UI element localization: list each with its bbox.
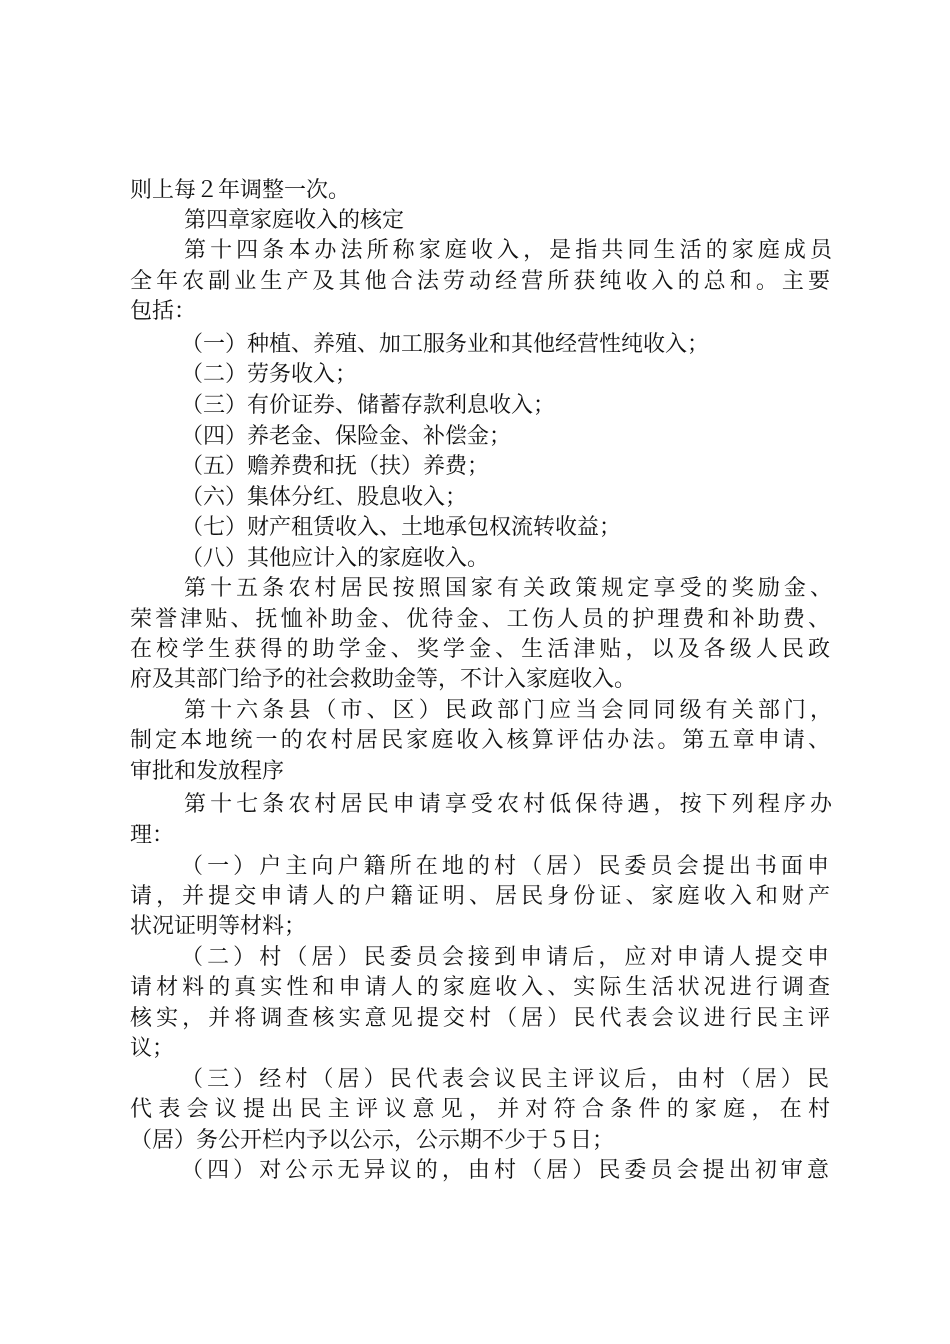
list-item: （六）集体分红、股息收入； xyxy=(181,485,468,510)
text-line: 第十七条农村居民申请享受农村低保待遇，按下列程序办 xyxy=(184,792,832,817)
text-line: 府及其部门给予的社会救助金等，不计入家庭收入。 xyxy=(130,667,637,692)
text-line: 代表会议提出民主评议意见，并对符合条件的家庭，在村 xyxy=(130,1097,830,1122)
text-line: 在校学生获得的助学金、奖学金、生活津贴，以及各级人民政 xyxy=(130,637,830,662)
text-line: 则上每２年调整一次。 xyxy=(130,178,351,203)
text-line: 包括： xyxy=(130,299,197,324)
text-line: 审批和发放程序 xyxy=(130,759,285,784)
text-line: 核实，并将调查核实意见提交村（居）民代表会议进行民主评 xyxy=(130,1006,830,1031)
text-line: （三）经村（居）民代表会议民主评议后，由村（居）民 xyxy=(181,1067,829,1092)
text-line: 第十四条本办法所称家庭收入，是指共同生活的家庭成员 xyxy=(184,238,832,263)
text-line: 请，并提交申请人的户籍证明、居民身份证、家庭收入和财产 xyxy=(130,884,830,909)
text-line: 第十六条县（市、区）民政部门应当会同同级有关部门， xyxy=(184,698,832,723)
text-line: 荣誉津贴、抚恤补助金、优待金、工伤人员的护理费和补助费、 xyxy=(130,607,830,632)
text-line: （四）对公示无异议的，由村（居）民委员会提出初审意 xyxy=(181,1158,829,1183)
list-item: （四）养老金、保险金、补偿金； xyxy=(181,424,512,449)
list-item: （五）赡养费和抚（扶）养费； xyxy=(181,454,490,479)
list-item: （七）财产租赁收入、土地承包权流转收益； xyxy=(181,515,622,540)
chapter-heading: 第四章家庭收入的核定 xyxy=(184,208,405,233)
list-item: （三）有价证券、储蓄存款利息收入； xyxy=(181,393,556,418)
text-line: 议； xyxy=(130,1036,175,1061)
list-item: （一）种植、养殖、加工服务业和其他经营性纯收入； xyxy=(181,332,710,357)
text-line: （一）户主向户籍所在地的村（居）民委员会提出书面申 xyxy=(181,854,829,879)
text-line: 制定本地统一的农村居民家庭收入核算评估办法。第五章申请、 xyxy=(130,728,830,753)
text-line: （二）村（居）民委员会接到申请后，应对申请人提交申 xyxy=(181,945,829,970)
text-line: 状况证明等材料； xyxy=(130,914,307,939)
list-item: （八）其他应计入的家庭收入。 xyxy=(181,546,490,571)
text-line: （居）务公开栏内予以公示，公示期不少于５日； xyxy=(130,1128,615,1153)
list-item: （二）劳务收入； xyxy=(181,362,358,387)
text-line: 请材料的真实性和申请人的家庭收入、实际生活状况进行调查 xyxy=(130,975,830,1000)
text-line: 全年农副业生产及其他合法劳动经营所获纯收入的总和。主要 xyxy=(130,269,830,294)
text-line: 理： xyxy=(130,823,175,848)
text-line: 第十五条农村居民按照国家有关政策规定享受的奖励金、 xyxy=(184,576,832,601)
